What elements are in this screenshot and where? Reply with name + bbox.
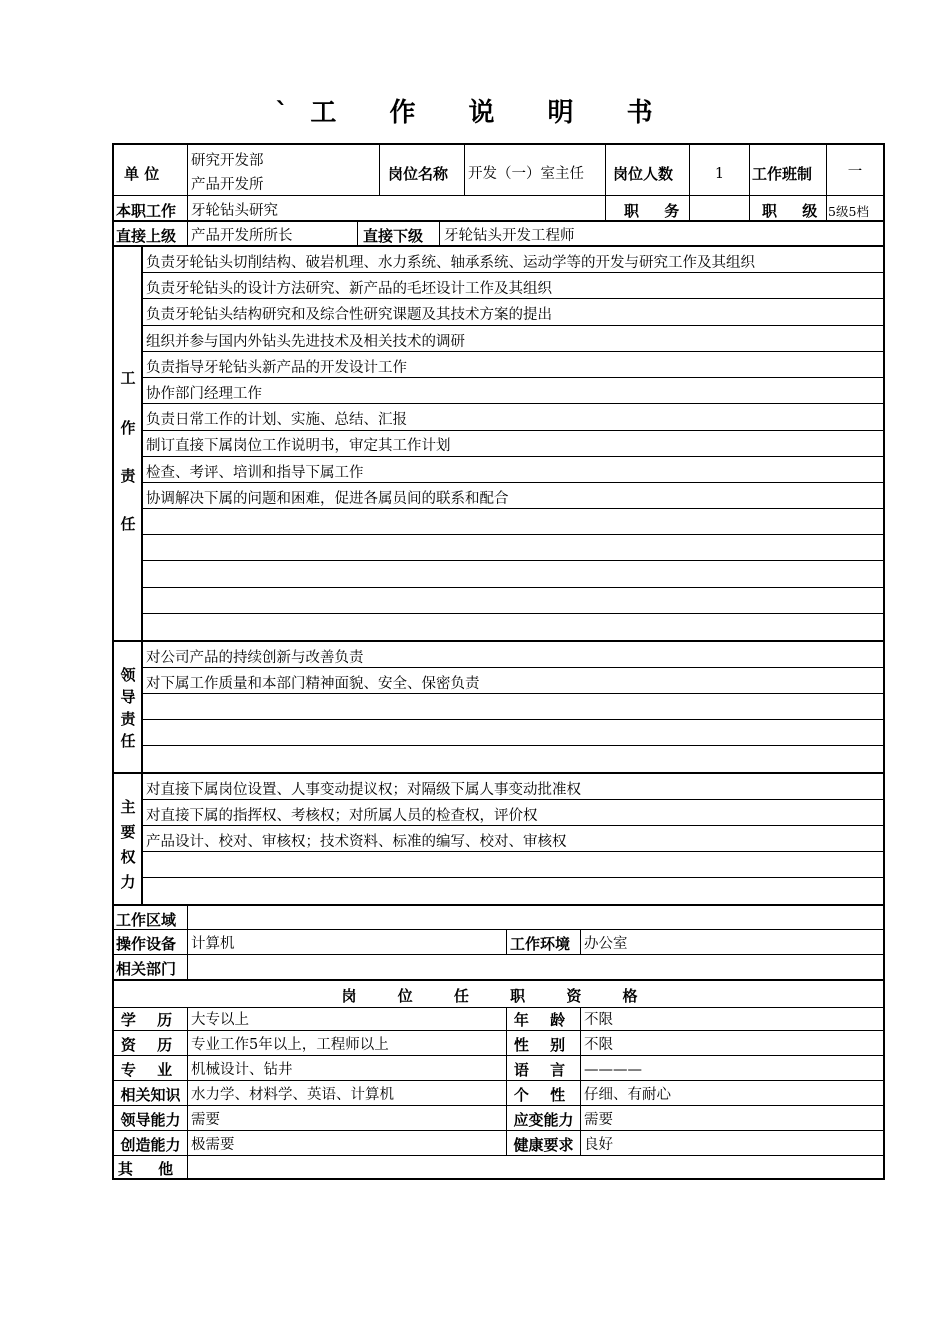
authority-item: 产品设计、校对、审核权；技术资料、标准的编写、校对、审核权	[146, 834, 567, 850]
unit-label: 单 位	[124, 165, 160, 183]
subordinate-value: 牙轮钻头开发工程师	[444, 228, 575, 244]
label-char: 领	[120, 666, 136, 684]
work-duties-label	[116, 367, 140, 537]
job-description-form	[112, 143, 885, 1180]
grade-label: 职 级	[762, 202, 828, 220]
grid-line	[439, 222, 440, 245]
grid-line	[605, 145, 606, 220]
work-duty-item: 检查、考评、培训和指导下属工作	[146, 465, 364, 481]
experience-value: 专业工作5年以上，工程师以上	[191, 1037, 389, 1053]
label-char: 责	[120, 467, 136, 485]
personality-label: 个 性	[513, 1086, 574, 1104]
knowledge-label: 相关知识	[120, 1086, 181, 1104]
grid-line	[143, 745, 883, 746]
grid-line	[187, 145, 188, 195]
major-value: 机械设计、钻井	[191, 1062, 293, 1078]
job-label: 本职工作	[116, 202, 177, 220]
environment-label: 工作环境	[510, 935, 571, 953]
grid-line	[143, 693, 883, 694]
work-duty-item: 负责牙轮钻头切削结构、破岩机理、水力系统、轴承系统、运动学等的开发与研究工作及其组织	[146, 255, 755, 271]
equipment-label: 操作设备	[116, 935, 177, 953]
label-char: 要	[120, 823, 136, 841]
grid-line	[143, 613, 883, 614]
grid-line	[143, 799, 883, 800]
post-name-label: 岗位名称	[388, 165, 449, 183]
grid-line	[143, 877, 883, 878]
grid-line	[143, 534, 883, 535]
personality-value: 仔细、有耐心	[584, 1087, 671, 1103]
adaptability-label: 应变能力	[513, 1111, 574, 1129]
grid-line	[749, 145, 750, 220]
related-dept-label: 相关部门	[116, 960, 177, 978]
grid-line	[143, 456, 883, 457]
education-label: 学 历	[120, 1011, 181, 1029]
grid-line	[143, 587, 883, 588]
grid-line	[114, 1055, 883, 1056]
age-label: 年 龄	[513, 1011, 574, 1029]
work-duty-item: 负责牙轮钻头结构研究和及综合性研究课题及其技术方案的提出	[146, 307, 552, 323]
grid-line	[187, 906, 188, 979]
grid-line	[143, 403, 883, 404]
creativity-value: 极需要	[191, 1137, 235, 1153]
age-value: 不限	[584, 1012, 613, 1028]
label-char: 任	[120, 515, 136, 533]
superior-label: 直接上级	[116, 227, 177, 245]
work-area-label: 工作区域	[116, 911, 177, 929]
label-char: 主	[120, 798, 136, 816]
health-label: 健康要求	[513, 1136, 574, 1154]
leadership-ability-value: 需要	[191, 1112, 220, 1128]
grid-line	[143, 851, 883, 852]
grid-line	[506, 930, 507, 954]
grid-line	[114, 1030, 883, 1031]
leadership-item: 对公司产品的持续创新与改善负责	[146, 650, 364, 666]
grid-line	[143, 351, 883, 352]
grid-line	[114, 1007, 883, 1008]
grid-line	[143, 560, 883, 561]
grid-line	[114, 904, 883, 906]
work-duty-item: 协调解决下属的问题和困难，促进各属员间的联系和配合	[146, 491, 509, 507]
grid-line	[143, 430, 883, 431]
authority-item: 对直接下属岗位设置、人事变动提议权；对隔级下属人事变动批准权	[146, 782, 581, 798]
grid-line	[114, 979, 883, 981]
experience-label: 资 历	[120, 1036, 181, 1054]
label-char: 工	[120, 369, 136, 387]
grid-line	[143, 508, 883, 509]
authority-label	[116, 796, 140, 896]
label-char: 作	[120, 419, 136, 437]
grid-line	[464, 145, 465, 195]
unit-value-2: 产品开发所	[191, 177, 264, 193]
authority-item: 对直接下属的指挥权、考核权；对所属人员的检查权，评价权	[146, 808, 538, 824]
document-title: `工 作 说 明 书	[275, 98, 675, 128]
leadership-ability-label: 领导能力	[120, 1111, 181, 1129]
environment-value: 办公室	[584, 936, 628, 952]
grid-line	[143, 825, 883, 826]
work-duty-item: 制订直接下属岗位工作说明书，审定其工作计划	[146, 438, 451, 454]
grid-line	[357, 222, 358, 245]
label-char: 任	[120, 732, 136, 750]
work-duty-item: 负责日常工作的计划、实施、总结、汇报	[146, 412, 407, 428]
grade-value: 5级5档	[828, 204, 869, 219]
grid-line	[114, 1105, 883, 1106]
grid-line	[114, 1155, 883, 1156]
shift-label: 工作班制	[752, 165, 813, 183]
superior-value: 产品开发所所长	[191, 228, 293, 244]
work-duty-item: 组织并参与国内外钻头先进技术及相关技术的调研	[146, 334, 465, 350]
qualifications-header: 岗 位 任 职 资 格	[341, 987, 656, 1005]
grid-line	[114, 1130, 883, 1131]
grid-line	[114, 220, 883, 222]
work-duty-item: 负责指导牙轮钻头新产品的开发设计工作	[146, 360, 407, 376]
label-char: 力	[120, 873, 136, 891]
leadership-item: 对下属工作质量和本部门精神面貌、安全、保密负责	[146, 676, 480, 692]
grid-line	[143, 482, 883, 483]
unit-value-1: 研究开发部	[191, 153, 264, 169]
post-name-value: 开发（一）室主任	[468, 166, 584, 182]
other-label: 其 他	[117, 1160, 184, 1178]
grid-line	[141, 774, 143, 904]
grid-line	[114, 954, 883, 955]
equipment-value: 计算机	[191, 936, 235, 952]
grid-line	[143, 272, 883, 273]
work-duty-item: 负责牙轮钻头的设计方法研究、新产品的毛坯设计工作及其组织	[146, 281, 552, 297]
gender-value: 不限	[584, 1037, 613, 1053]
grid-line	[114, 245, 883, 247]
grid-line	[143, 298, 883, 299]
duty-label: 职 务	[624, 202, 690, 220]
post-count-label: 岗位人数	[613, 165, 674, 183]
grid-line	[141, 642, 143, 772]
language-label: 语 言	[513, 1061, 574, 1079]
grid-line	[143, 377, 883, 378]
major-label: 专 业	[120, 1061, 181, 1079]
label-char: 权	[120, 848, 136, 866]
health-value: 良好	[584, 1137, 613, 1153]
language-value: ————	[584, 1062, 642, 1078]
grid-line	[143, 719, 883, 720]
grid-line	[580, 930, 581, 954]
creativity-label: 创造能力	[120, 1136, 181, 1154]
leadership-label	[116, 664, 140, 752]
subordinate-label: 直接下级	[363, 227, 424, 245]
job-value: 牙轮钻头研究	[191, 203, 278, 219]
grid-line	[187, 1008, 188, 1178]
label-char: 导	[120, 688, 136, 706]
education-value: 大专以上	[191, 1012, 249, 1028]
knowledge-value: 水力学、材料学、英语、计算机	[191, 1087, 394, 1103]
grid-line	[143, 667, 883, 668]
grid-line	[143, 325, 883, 326]
grid-line	[114, 929, 883, 930]
grid-line	[379, 145, 380, 195]
adaptability-value: 需要	[584, 1112, 613, 1128]
grid-line	[114, 772, 883, 774]
label-char: 责	[120, 710, 136, 728]
post-count-value: 1	[714, 166, 725, 182]
grid-line	[114, 195, 883, 196]
work-duty-item: 协作部门经理工作	[146, 386, 262, 402]
gender-label: 性 别	[513, 1036, 574, 1054]
shift-value: 一	[847, 164, 863, 180]
grid-line	[114, 640, 883, 642]
grid-line	[114, 1080, 883, 1081]
grid-line	[141, 247, 143, 640]
